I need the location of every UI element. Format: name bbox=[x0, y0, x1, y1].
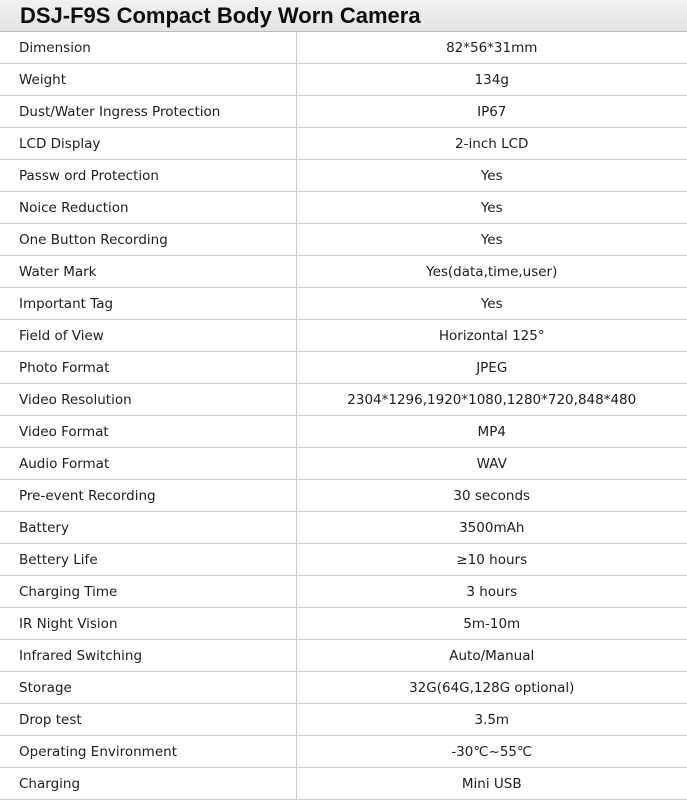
spec-label: Infrared Switching bbox=[0, 640, 296, 672]
title-bar bbox=[0, 0, 687, 32]
spec-value: 3500mAh bbox=[296, 512, 687, 544]
spec-label: Photo Format bbox=[0, 352, 296, 384]
spec-label: One Button Recording bbox=[0, 224, 296, 256]
spec-value: ≥10 hours bbox=[296, 544, 687, 576]
spec-value: 3.5m bbox=[296, 704, 687, 736]
table-row bbox=[0, 512, 687, 544]
spec-label: Important Tag bbox=[0, 288, 296, 320]
table-row bbox=[0, 128, 687, 160]
table-row bbox=[0, 416, 687, 448]
spec-value: 2-inch LCD bbox=[296, 128, 687, 160]
table-row bbox=[0, 480, 687, 512]
spec-label: Charging bbox=[0, 768, 296, 800]
table-row bbox=[0, 736, 687, 768]
spec-label: Drop test bbox=[0, 704, 296, 736]
table-row bbox=[0, 224, 687, 256]
spec-label: Operating Environment bbox=[0, 736, 296, 768]
spec-value: 2304*1296,1920*1080,1280*720,848*480 bbox=[296, 384, 687, 416]
table-row bbox=[0, 352, 687, 384]
spec-value: IP67 bbox=[296, 96, 687, 128]
table-row bbox=[0, 576, 687, 608]
spec-label: LCD Display bbox=[0, 128, 296, 160]
spec-label: Charging Time bbox=[0, 576, 296, 608]
spec-value: 3 hours bbox=[296, 576, 687, 608]
spec-value: -30℃~55℃ bbox=[296, 736, 687, 768]
table-row bbox=[0, 448, 687, 480]
spec-value: 5m-10m bbox=[296, 608, 687, 640]
spec-value: Yes bbox=[296, 224, 687, 256]
spec-value: Yes bbox=[296, 160, 687, 192]
spec-value: Auto/Manual bbox=[296, 640, 687, 672]
table-row bbox=[0, 704, 687, 736]
spec-label: Water Mark bbox=[0, 256, 296, 288]
spec-label: Weight bbox=[0, 64, 296, 96]
table-row bbox=[0, 672, 687, 704]
table-row bbox=[0, 256, 687, 288]
spec-label: Audio Format bbox=[0, 448, 296, 480]
spec-value: 30 seconds bbox=[296, 480, 687, 512]
spec-label: Video Format bbox=[0, 416, 296, 448]
spec-label: Dimension bbox=[0, 32, 296, 64]
spec-label: Noice Reduction bbox=[0, 192, 296, 224]
spec-value: WAV bbox=[296, 448, 687, 480]
spec-value: Mini USB bbox=[296, 768, 687, 800]
spec-value: 32G(64G,128G optional) bbox=[296, 672, 687, 704]
spec-label: Pre-event Recording bbox=[0, 480, 296, 512]
spec-label: Storage bbox=[0, 672, 296, 704]
spec-value: Horizontal 125° bbox=[296, 320, 687, 352]
spec-label: Video Resolution bbox=[0, 384, 296, 416]
table-row bbox=[0, 160, 687, 192]
table-row bbox=[0, 96, 687, 128]
spec-value: MP4 bbox=[296, 416, 687, 448]
spec-label: Field of View bbox=[0, 320, 296, 352]
table-row bbox=[0, 192, 687, 224]
table-row bbox=[0, 544, 687, 576]
table-row bbox=[0, 288, 687, 320]
spec-value: Yes bbox=[296, 192, 687, 224]
spec-label: IR Night Vision bbox=[0, 608, 296, 640]
spec-value: 134g bbox=[296, 64, 687, 96]
spec-value: JPEG bbox=[296, 352, 687, 384]
spec-label: Battery bbox=[0, 512, 296, 544]
table-row bbox=[0, 320, 687, 352]
table-row bbox=[0, 608, 687, 640]
table-row bbox=[0, 640, 687, 672]
spec-label: Passw ord Protection bbox=[0, 160, 296, 192]
spec-value: 82*56*31mm bbox=[296, 32, 687, 64]
table-row bbox=[0, 384, 687, 416]
spec-value: Yes(data,time,user) bbox=[296, 256, 687, 288]
table-row bbox=[0, 768, 687, 800]
spec-label: Bettery Life bbox=[0, 544, 296, 576]
spec-table bbox=[0, 32, 687, 800]
table-row bbox=[0, 32, 687, 64]
table-row bbox=[0, 64, 687, 96]
spec-value: Yes bbox=[296, 288, 687, 320]
spec-label: Dust/Water Ingress Protection bbox=[0, 96, 296, 128]
page-title: DSJ-F9S Compact Body Worn Camera bbox=[20, 3, 421, 28]
